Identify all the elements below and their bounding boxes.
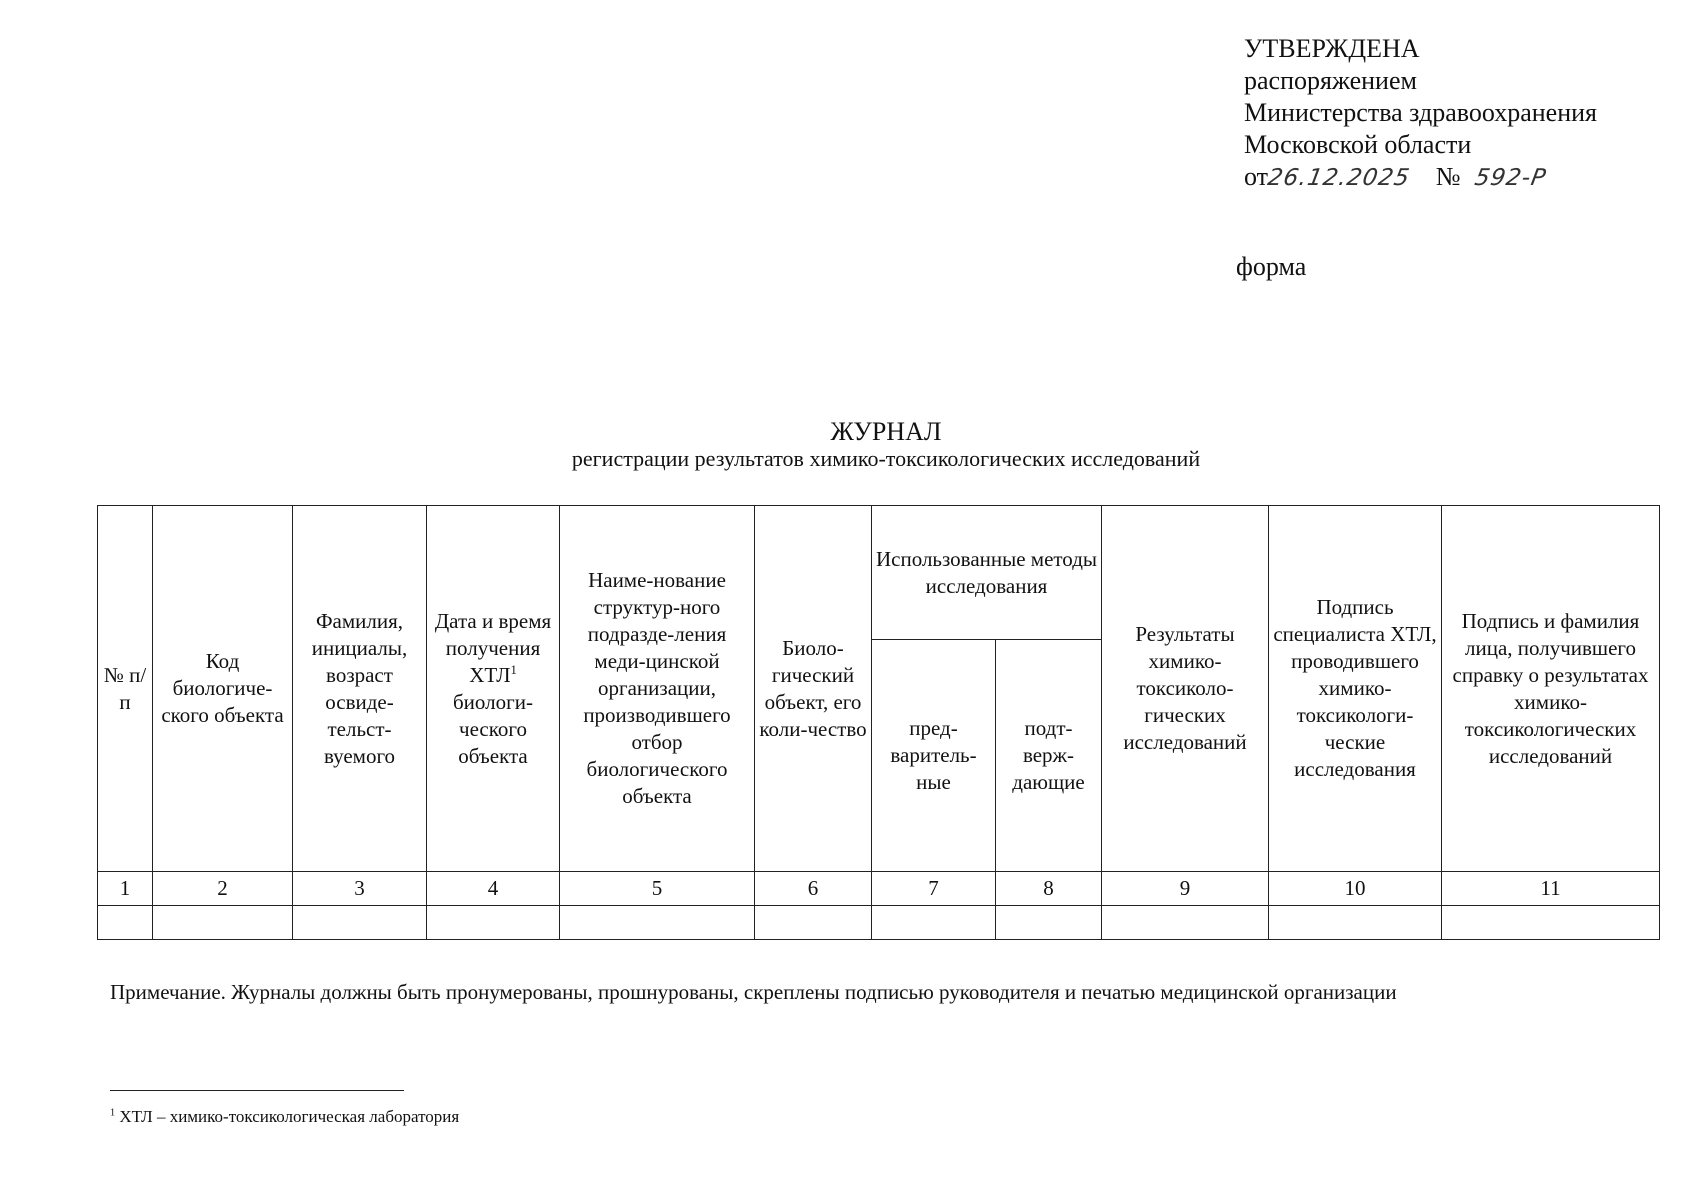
table-cell	[153, 906, 293, 940]
header-col-1: № п/п	[98, 506, 153, 872]
footnote-ref: 1	[510, 662, 517, 677]
column-number: 10	[1269, 872, 1442, 906]
column-number: 5	[560, 872, 755, 906]
footnote-mark: 1	[110, 1107, 116, 1119]
footnote-text: ХТЛ – химико-токсикологическая лаборатория	[115, 1107, 460, 1126]
table-cell	[1102, 906, 1269, 940]
header-col-4-part1: Дата и время получения ХТЛ	[434, 608, 552, 687]
header-methods-group: Использованные методы исследования	[872, 506, 1102, 640]
header-col-3: Фамилия, инициалы, возраст освиде-тельст-вуемого	[293, 506, 427, 872]
table-cell	[293, 906, 427, 940]
table-header-row	[98, 506, 1660, 640]
table-row	[98, 906, 1660, 940]
column-number: 11	[1442, 872, 1660, 906]
header-col-4-part2: биологи-ческого объекта	[453, 689, 533, 768]
column-number: 7	[872, 872, 996, 906]
header-col-11: Подпись и фамилия лица, получившего справку о результатах химико-токсикологических исследований	[1442, 506, 1660, 872]
approval-line-order: распоряжением	[1244, 66, 1417, 95]
table-cell	[1269, 906, 1442, 940]
header-col-8: подт-верж-дающие	[996, 640, 1102, 872]
footnote-divider	[110, 1090, 404, 1091]
column-number: 2	[153, 872, 293, 906]
note-text: Примечание. Журналы должны быть пронумерованы, прошнурованы, скреплены подписью руководителя и печатью медицинской организации	[110, 980, 1397, 1004]
form-label: форма	[1236, 252, 1307, 281]
approval-line-region: Московской области	[1244, 130, 1472, 159]
approval-line-ministry: Министерства здравоохранения	[1244, 98, 1597, 127]
footnote	[110, 1107, 459, 1127]
column-number: 3	[293, 872, 427, 906]
header-col-10: Подпись специалиста ХТЛ, проводившего химико-токсикологи-ческие исследования	[1269, 506, 1442, 872]
header-col-6: Биоло-гический объект, его коли-чество	[755, 506, 872, 872]
header-col-9: Результаты химико-токсиколо-гических исследований	[1102, 506, 1269, 872]
column-number: 1	[98, 872, 153, 906]
approval-date-prefix: от	[1244, 162, 1269, 191]
table-cell	[755, 906, 872, 940]
approval-date-handwritten: 26.12.2025	[1265, 165, 1413, 191]
table-cell	[98, 906, 153, 940]
approval-date-line	[1244, 161, 1597, 194]
column-number: 9	[1102, 872, 1269, 906]
approval-block	[1244, 33, 1597, 194]
approval-heading: УТВЕРЖДЕНА	[1244, 34, 1420, 63]
approval-number-prefix: №	[1435, 162, 1461, 191]
column-numbers-row	[98, 872, 1660, 906]
header-col-4	[427, 506, 560, 872]
column-number: 4	[427, 872, 560, 906]
header-col-7: пред-варитель-ные	[872, 640, 996, 872]
header-col-5: Наиме-нование структур-ного подразде-ления меди-цинской организации, производившего отбор биологического объекта	[560, 506, 755, 872]
approval-number-handwritten: 592-Р	[1472, 165, 1548, 191]
table-cell	[996, 906, 1102, 940]
journal-table	[97, 505, 1660, 940]
table-cell	[427, 906, 560, 940]
header-col-2: Код биологиче-ского объекта	[153, 506, 293, 872]
table-cell	[1442, 906, 1660, 940]
column-number: 6	[755, 872, 872, 906]
document-subtitle: регистрации результатов химико-токсикологических исследований	[571, 446, 1201, 471]
table-cell	[560, 906, 755, 940]
column-number: 8	[996, 872, 1102, 906]
table-cell	[872, 906, 996, 940]
document-title: ЖУРНАЛ	[830, 417, 942, 446]
